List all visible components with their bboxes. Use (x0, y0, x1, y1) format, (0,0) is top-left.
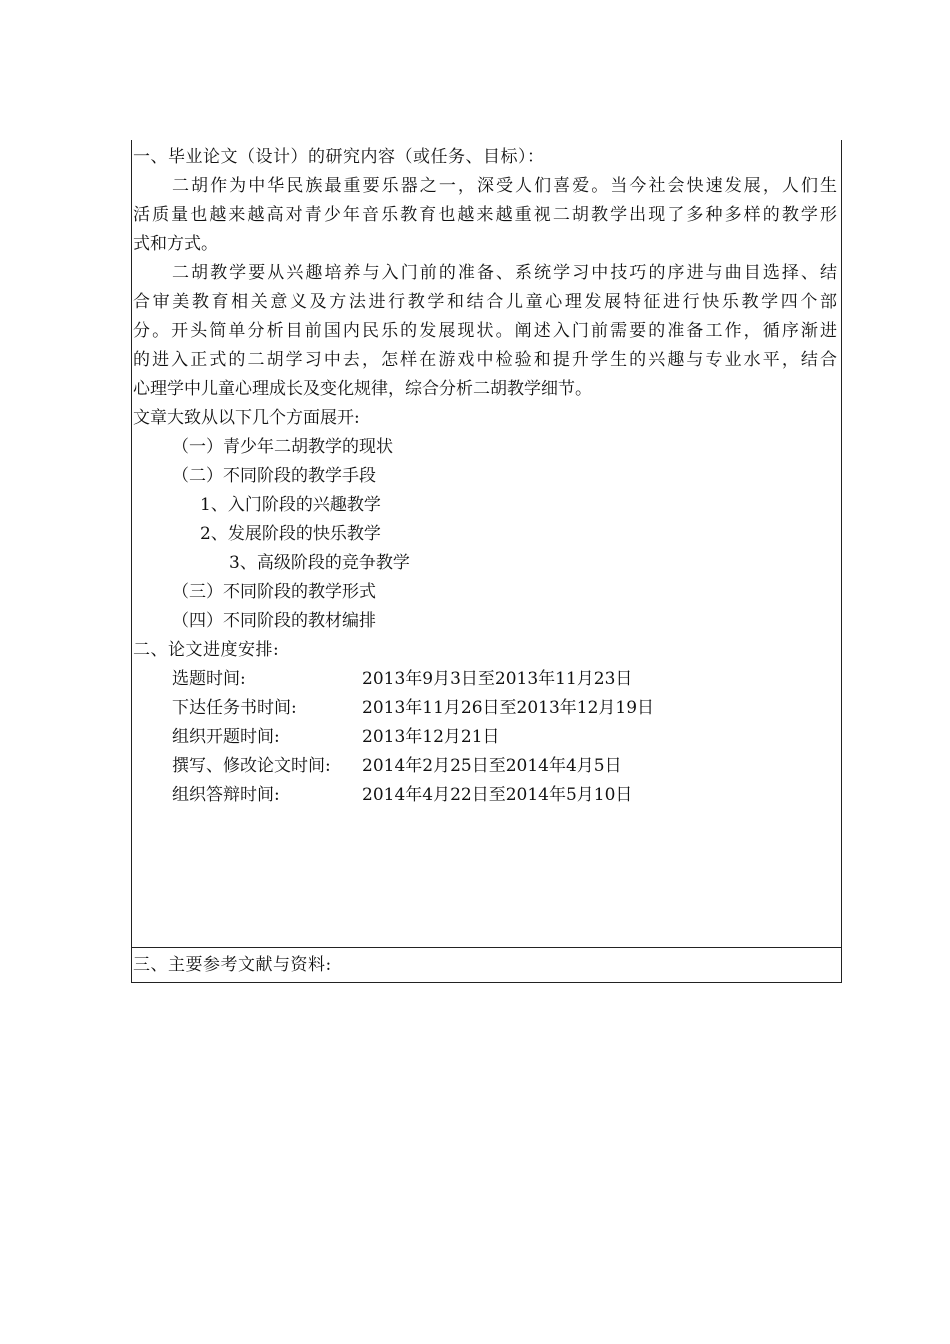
schedule-label-writing: 撰写、修改论文时间: (172, 756, 331, 776)
para2-line-3: 分。开头简单分析目前国内民乐的发展现状。阐述入门前需要的准备工作，循序渐进 (133, 321, 837, 341)
outline-item-4: （四）不同阶段的教材编排 (172, 611, 376, 631)
outline-subitem-3: 3、高级阶段的竞争教学 (229, 553, 410, 573)
para1-line-1: 二胡作为中华民族最重要乐器之一，深受人们喜爱。当今社会快速发展，人们生 (172, 176, 837, 196)
schedule-label-topic: 选题时间: (172, 669, 246, 689)
outline-item-3: （三）不同阶段的教学形式 (172, 582, 376, 602)
schedule-value-defense: 2014年4月22日至2014年5月10日 (362, 785, 633, 805)
form-table (131, 140, 842, 983)
schedule-label-defense: 组织答辩时间: (172, 785, 280, 805)
outline-item-1: （一）青少年二胡教学的现状 (172, 437, 393, 457)
outline-item-2: （二）不同阶段的教学手段 (172, 466, 376, 486)
para2-line-4: 的进入正式的二胡学习中去，怎样在游戏中检验和提升学生的兴趣与专业水平，结合 (133, 350, 837, 370)
para1-line-3: 式和方式。 (133, 234, 218, 254)
schedule-value-topic: 2013年9月3日至2013年11月23日 (362, 669, 633, 689)
references-cell (132, 948, 841, 982)
para2-line-1: 二胡教学要从兴趣培养与入门前的准备、系统学习中技巧的序进与曲目选择、结 (172, 263, 837, 283)
outline-subitem-1: 1、入门阶段的兴趣教学 (200, 495, 381, 515)
section-two-heading: 二、论文进度安排: (133, 640, 280, 660)
schedule-value-proposal: 2013年12月21日 (362, 727, 500, 747)
schedule-label-proposal: 组织开题时间: (172, 727, 280, 747)
research-content-cell (132, 140, 841, 948)
section-one-heading: 一、毕业论文（设计）的研究内容（或任务、目标）： (133, 147, 545, 167)
section-three-heading: 三、主要参考文献与资料: (133, 955, 332, 975)
para1-line-2: 活质量也越来越高对青少年音乐教育也越来越重视二胡教学出现了多种多样的教学形 (133, 205, 837, 225)
outline-subitem-2: 2、发展阶段的快乐教学 (200, 524, 381, 544)
schedule-label-assignment: 下达任务书时间: (172, 698, 297, 718)
outline-intro: 文章大致从以下几个方面展开: (133, 408, 360, 428)
schedule-value-writing: 2014年2月25日至2014年4月5日 (362, 756, 622, 776)
schedule-value-assignment: 2013年11月26日至2013年12月19日 (362, 698, 655, 718)
para2-line-2: 合审美教育相关意义及方法进行教学和结合儿童心理发展特征进行快乐教学四个部 (133, 292, 837, 312)
para2-line-5: 心理学中儿童心理成长及变化规律，综合分析二胡教学细节。 (133, 379, 592, 399)
